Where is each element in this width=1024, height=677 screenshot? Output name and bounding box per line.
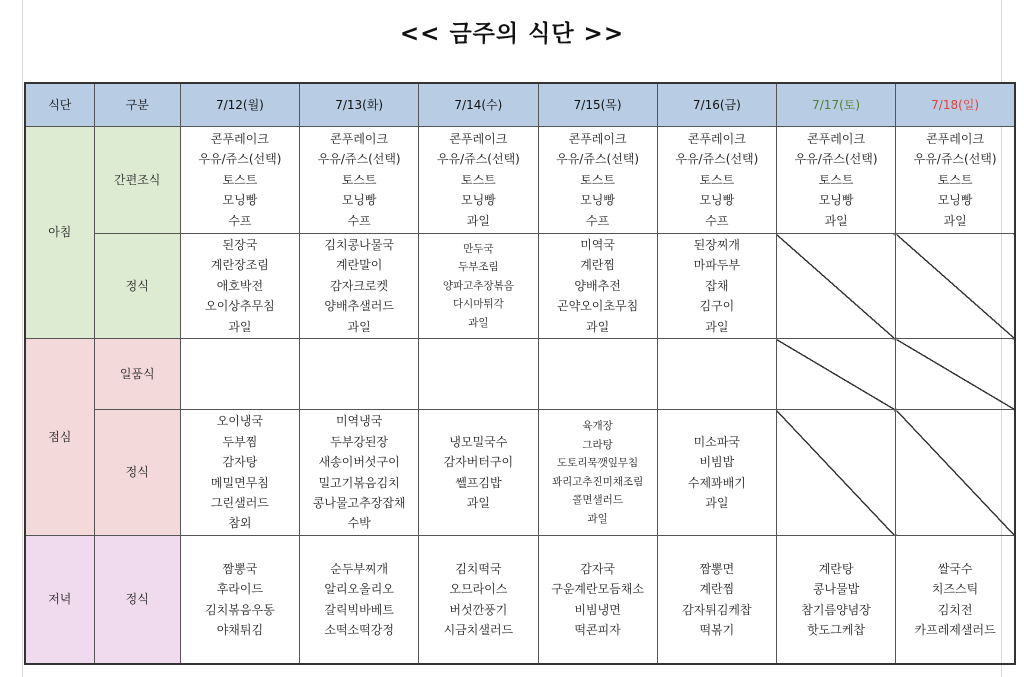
menu-item: 쌀국수 <box>937 561 973 576</box>
empty-cell <box>180 339 299 410</box>
menu-item: 토스트 <box>699 172 735 187</box>
menu-item: 양파고추장볶음 <box>442 279 514 292</box>
menu-item: 소떡소떡강정 <box>324 622 394 637</box>
menu-cell <box>538 127 657 234</box>
empty-slashed-cell <box>896 234 1015 339</box>
empty-cell <box>657 339 776 410</box>
menu-item: 콩나물밥 <box>812 582 860 597</box>
menu-item: 미역국 <box>580 237 615 252</box>
menu-item: 수프 <box>347 213 371 228</box>
menu-item: 야채튀김 <box>216 622 264 637</box>
menu-cell <box>538 234 657 339</box>
menu-item: 계란말이 <box>335 258 383 273</box>
breakfast-simple-row <box>25 127 1015 234</box>
header-type: 구분 <box>94 83 180 127</box>
menu-item: 토스트 <box>818 172 854 187</box>
menu-item: 수프 <box>228 213 252 228</box>
menu-cell <box>896 127 1015 234</box>
menu-item: 우유/쥬스(선택) <box>198 152 282 167</box>
menu-item: 도토리묵깻잎무침 <box>557 457 639 469</box>
menu-item: 구운계란모듬채소 <box>551 582 644 597</box>
menu-item: 과일 <box>466 213 490 228</box>
menu-item: 계란탕 <box>818 561 854 576</box>
menu-item: 새송이버섯구이 <box>318 455 400 470</box>
menu-item: 참외 <box>228 516 252 531</box>
menu-item: 김치볶음우동 <box>205 602 275 617</box>
menu-item: 두부찜 <box>222 434 258 449</box>
menu-item: 후라이드 <box>216 582 264 597</box>
menu-item: 콘푸레이크 <box>330 131 389 146</box>
menu-item: 만두국 <box>463 242 494 255</box>
menu-item: 오이냉국 <box>216 414 264 429</box>
menu-item: 과일 <box>347 319 371 334</box>
menu-cell <box>300 234 419 339</box>
menu-cell <box>657 410 776 536</box>
meal-lunch: 점심 <box>25 339 94 536</box>
menu-item: 모닝빵 <box>937 193 973 208</box>
header-day-tue: 7/13(화) <box>300 83 419 127</box>
menu-item: 감자크로켓 <box>330 278 389 293</box>
menu-item: 과일 <box>228 319 252 334</box>
menu-item: 수박 <box>347 516 371 531</box>
header-day-fri: 7/16(금) <box>657 83 776 127</box>
menu-item: 토스트 <box>341 172 377 187</box>
menu-item: 과일 <box>586 319 610 334</box>
menu-item: 떡볶기 <box>699 622 735 637</box>
menu-item: 비빔냉면 <box>574 602 621 617</box>
menu-cell <box>180 234 299 339</box>
menu-item: 순두부찌개 <box>330 561 389 576</box>
menu-cell <box>776 127 895 234</box>
menu-item: 비빔밥 <box>699 455 735 470</box>
menu-item: 계란장조림 <box>210 258 269 273</box>
header-day-wed: 7/14(수) <box>419 83 538 127</box>
menu-item: 김치떡국 <box>455 561 502 576</box>
menu-item: 토스트 <box>580 172 615 187</box>
menu-item: 과일 <box>468 316 489 329</box>
menu-item: 모닝빵 <box>341 193 377 208</box>
menu-item: 된장국 <box>222 237 258 252</box>
empty-slashed-cell <box>776 339 895 410</box>
empty-cell <box>538 339 657 410</box>
menu-item: 된장찌개 <box>693 237 741 252</box>
menu-item: 미소파국 <box>693 434 741 449</box>
menu-item: 김치콩나물국 <box>324 237 394 252</box>
menu-item: 쎌프김밥 <box>455 475 502 490</box>
type-single: 일품식 <box>94 339 180 410</box>
dinner-regular-row <box>25 536 1015 665</box>
menu-item: 콘푸레이크 <box>449 131 508 146</box>
menu-item: 그린샐러드 <box>210 495 269 510</box>
menu-item: 계란찜 <box>580 258 615 273</box>
menu-cell <box>180 410 299 536</box>
menu-cell <box>300 536 419 665</box>
menu-item: 모닝빵 <box>818 193 854 208</box>
menu-item: 우유/쥬스(선택) <box>317 152 401 167</box>
menu-cell <box>180 536 299 665</box>
header-day-sat: 7/17(토) <box>776 83 895 127</box>
menu-item: 콘푸레이크 <box>807 131 866 146</box>
empty-slashed-cell <box>896 339 1015 410</box>
menu-item: 과일 <box>943 213 967 228</box>
menu-item: 참기름양념장 <box>801 602 871 617</box>
menu-item: 오이상추무침 <box>205 299 275 314</box>
menu-item: 짬뽕면 <box>699 561 735 576</box>
menu-item: 수제꽈배기 <box>687 475 746 490</box>
menu-item: 곤약오이초무침 <box>557 299 639 314</box>
menu-cell <box>538 536 657 665</box>
menu-item: 잡채 <box>705 278 729 293</box>
menu-item: 모닝빵 <box>699 193 735 208</box>
header-meal: 식단 <box>25 83 94 127</box>
menu-item: 우유/쥬스(선택) <box>794 152 878 167</box>
meal-breakfast: 아침 <box>25 127 94 339</box>
menu-item: 수프 <box>586 213 610 228</box>
menu-cell <box>300 127 419 234</box>
empty-cell <box>300 339 419 410</box>
type-simple: 간편조식 <box>94 127 180 234</box>
menu-item: 김구이 <box>699 299 735 314</box>
menu-cell <box>419 536 538 665</box>
menu-cell <box>776 536 895 665</box>
menu-item: 갈릭빅바베트 <box>324 602 394 617</box>
menu-item: 과일 <box>705 495 729 510</box>
menu-item: 시금치샐러드 <box>443 622 514 637</box>
menu-item: 모닝빵 <box>222 193 258 208</box>
menu-item: 양배추샐러드 <box>324 299 394 314</box>
menu-item: 콘푸레이크 <box>568 131 627 146</box>
empty-slashed-cell <box>776 234 895 339</box>
menu-item: 토스트 <box>460 172 496 187</box>
menu-item: 냉모밀국수 <box>449 434 508 449</box>
menu-cell <box>300 410 419 536</box>
menu-item: 김치전 <box>937 602 973 617</box>
menu-item: 알리오올리오 <box>324 582 394 597</box>
menu-item: 감자버터구이 <box>443 455 514 470</box>
menu-cell <box>180 127 299 234</box>
menu-item: 감자튀김케찹 <box>682 602 752 617</box>
menu-cell <box>419 410 538 536</box>
menu-item: 마파두부 <box>693 258 741 273</box>
page-title: << 금주의 식단 >> <box>399 21 625 47</box>
menu-item: 과일 <box>824 213 848 228</box>
menu-item: 두부강된장 <box>330 434 389 449</box>
type-regular: 정식 <box>94 234 180 339</box>
menu-cell <box>419 127 538 234</box>
menu-item: 과일 <box>466 495 490 510</box>
header-row <box>25 83 1015 127</box>
menu-item: 감자탕 <box>222 455 258 470</box>
empty-slashed-cell <box>896 410 1015 536</box>
menu-item: 미역냉국 <box>335 414 383 429</box>
menu-item: 우유/쥬스(선택) <box>913 152 997 167</box>
header-day-mon: 7/12(월) <box>180 83 299 127</box>
menu-item: 토스트 <box>222 172 258 187</box>
menu-item: 버섯깐풍기 <box>449 602 508 617</box>
menu-item: 우유/쥬스(선택) <box>556 152 640 167</box>
type-regular: 정식 <box>94 410 180 536</box>
meal-dinner: 저녁 <box>25 536 94 665</box>
breakfast-regular-row <box>25 234 1015 339</box>
lunch-single-row <box>25 339 1015 410</box>
menu-cell <box>419 234 538 339</box>
menu-item: 그라탕 <box>582 438 613 451</box>
menu-item: 감자국 <box>580 561 615 576</box>
header-day-thu: 7/15(목) <box>538 83 657 127</box>
menu-item: 우유/쥬스(선택) <box>675 152 759 167</box>
menu-item: 우유/쥬스(선택) <box>436 152 520 167</box>
menu-item: 콜면샐러드 <box>572 494 623 506</box>
menu-item: 계란찜 <box>699 582 735 597</box>
type-regular: 정식 <box>94 536 180 665</box>
menu-item: 과일 <box>705 319 729 334</box>
page-edge-left <box>22 0 23 677</box>
menu-cell <box>657 234 776 339</box>
menu-item: 과일 <box>587 512 608 525</box>
empty-slashed-cell <box>776 410 895 536</box>
menu-item: 애호박전 <box>216 278 264 293</box>
menu-item: 카프레제샐러드 <box>914 622 996 637</box>
menu-cell <box>657 127 776 234</box>
menu-item: 모닝빵 <box>580 193 615 208</box>
menu-item: 콘푸레이크 <box>210 131 269 146</box>
menu-item: 짬뽕국 <box>222 561 258 576</box>
lunch-regular-row <box>25 410 1015 536</box>
menu-item: 다시마튀각 <box>453 298 504 311</box>
menu-item: 육개장 <box>582 420 613 432</box>
menu-cell <box>538 410 657 536</box>
menu-item: 콩나물고추장잡채 <box>312 495 406 510</box>
menu-item: 오므라이스 <box>449 582 508 597</box>
menu-item: 치즈스틱 <box>931 582 979 597</box>
menu-cell <box>657 536 776 665</box>
menu-item: 떡콘피자 <box>574 622 621 637</box>
header-day-sun: 7/18(일) <box>896 83 1015 127</box>
menu-item: 핫도그케찹 <box>807 622 866 637</box>
empty-cell <box>419 339 538 410</box>
menu-item: 모닝빵 <box>460 193 496 208</box>
menu-item: 꽈리고추진미채조림 <box>551 475 644 488</box>
menu-item: 밀고기볶음김치 <box>318 475 400 490</box>
menu-item: 메밀면무침 <box>210 475 269 490</box>
menu-item: 양배추전 <box>574 278 621 293</box>
weekly-menu-table <box>24 82 1016 665</box>
menu-item: 콘푸레이크 <box>926 131 985 146</box>
menu-item: 토스트 <box>937 172 973 187</box>
menu-cell <box>896 536 1015 665</box>
menu-item: 두부조림 <box>458 261 499 274</box>
menu-item: 콘푸레이크 <box>687 131 746 146</box>
menu-item: 수프 <box>705 213 729 228</box>
